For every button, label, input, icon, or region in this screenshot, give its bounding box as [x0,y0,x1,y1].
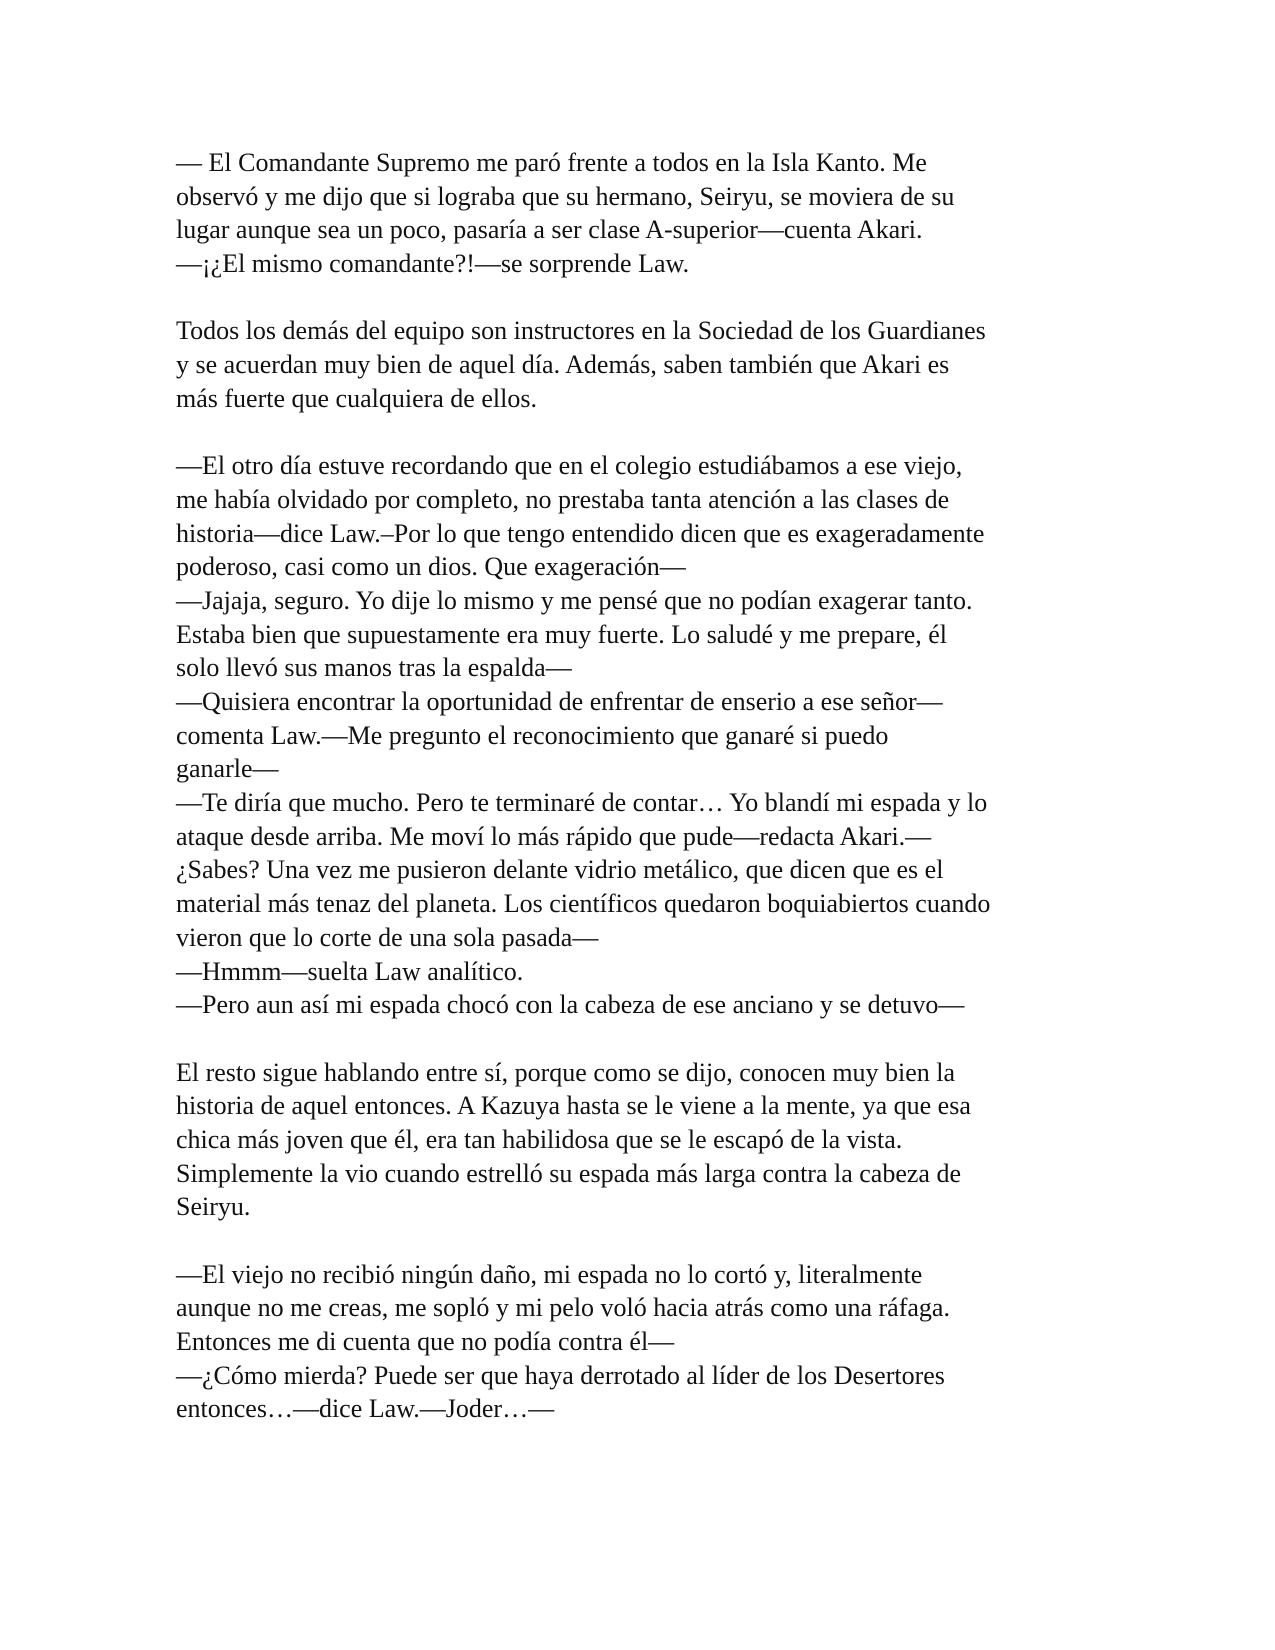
text-line: —El otro día estuve recordando que en el colegio estudiábamos a ese viejo, [176,451,963,481]
text-line: —Quisiera encontrar la oportunidad de enfrentar de enserio a ese señor— [176,687,943,716]
text-line: me había olvidado por completo, no prestaba tanta atención a las clases de [176,484,950,514]
paragraph [176,1258,1106,1426]
paragraph [176,146,1106,281]
text-line: —Hmmm—suelta Law analítico. [176,956,524,986]
text-line: solo llevó sus manos tras la espalda— [176,653,572,683]
text-line: Todos los demás del equipo son instructores en la Sociedad de los Guardianes [176,316,986,346]
text-line: —Jajaja, seguro. Yo dije lo mismo y me pensé que no podían exagerar tanto. [176,585,973,615]
paragraph-gap [176,416,1106,450]
document-body [176,146,1106,1426]
paragraph [176,1056,1106,1224]
text-line: entonces…—dice Law.—Joder…— [176,1394,555,1424]
text-line: material más tenaz del planeta. Los científicos quedaron boquiabiertos cuando [176,889,991,919]
text-line: ataque desde arriba. Me moví lo más rápido que pude—redacta Akari.— [176,821,932,851]
paragraph-gap [176,281,1106,315]
paragraph [176,314,1106,415]
text-line: —El viejo no recibió ningún daño, mi espada no lo cortó y, literalmente [176,1259,923,1289]
text-line: observó y me dijo que si lograba que su hermano, Seiryu, se moviera de su [176,181,955,211]
paragraph-gap [176,1022,1106,1056]
text-line: ganarle— [176,754,279,784]
text-line: El resto sigue hablando entre sí, porque como se dijo, conocen muy bien la [176,1057,956,1087]
text-line: — El Comandante Supremo me paró frente a todos en la Isla Kanto. Me [176,148,927,177]
text-line: historia de aquel entonces. A Kazuya hasta se le viene a la mente, ya que esa [176,1091,971,1121]
paragraph [176,449,1106,1022]
paragraph-gap [176,1224,1106,1258]
text-line: —¿Cómo mierda? Puede ser que haya derrotado al líder de los Desertores [176,1360,945,1390]
text-line: —Te diría que mucho. Pero te terminaré de contar… Yo blandí mi espada y lo [176,788,988,818]
text-line: vieron que lo corte de una sola pasada— [176,922,599,952]
text-line: lugar aunque sea un poco, pasaría a ser clase A-superior—cuenta Akari. [176,215,923,245]
text-line: historia—dice Law.–Por lo que tengo entendido dicen que es exageradamente [176,518,985,548]
text-line: Seiryu. [176,1192,251,1222]
text-line: Estaba bien que supuestamente era muy fuerte. Lo saludé y me prepare, él [176,619,948,649]
text-line: —Pero aun así mi espada chocó con la cabeza de ese anciano y se detuvo— [176,990,965,1020]
text-line: chica más joven que él, era tan habilidosa que se le escapó de la vista. [176,1124,903,1154]
text-line: Entonces me di cuenta que no podía contra él— [176,1327,675,1357]
text-line: más fuerte que cualquiera de ellos. [176,383,537,413]
text-line: —¡¿El mismo comandante?!—se sorprende Law. [176,249,690,279]
text-line: Simplemente la vio cuando estrelló su espada más larga contra la cabeza de [176,1158,961,1188]
text-line: aunque no me creas, me sopló y mi pelo voló hacia atrás como una ráfaga. [176,1293,950,1323]
text-line: y se acuerdan muy bien de aquel día. Además, saben también que Akari es [176,350,950,380]
text-line: poderoso, casi como un dios. Que exageración— [176,552,686,582]
text-line: ¿Sabes? Una vez me pusieron delante vidrio metálico, que dicen que es el [176,855,944,885]
text-line: comenta Law.—Me pregunto el reconocimiento que ganaré si puedo [176,720,889,750]
